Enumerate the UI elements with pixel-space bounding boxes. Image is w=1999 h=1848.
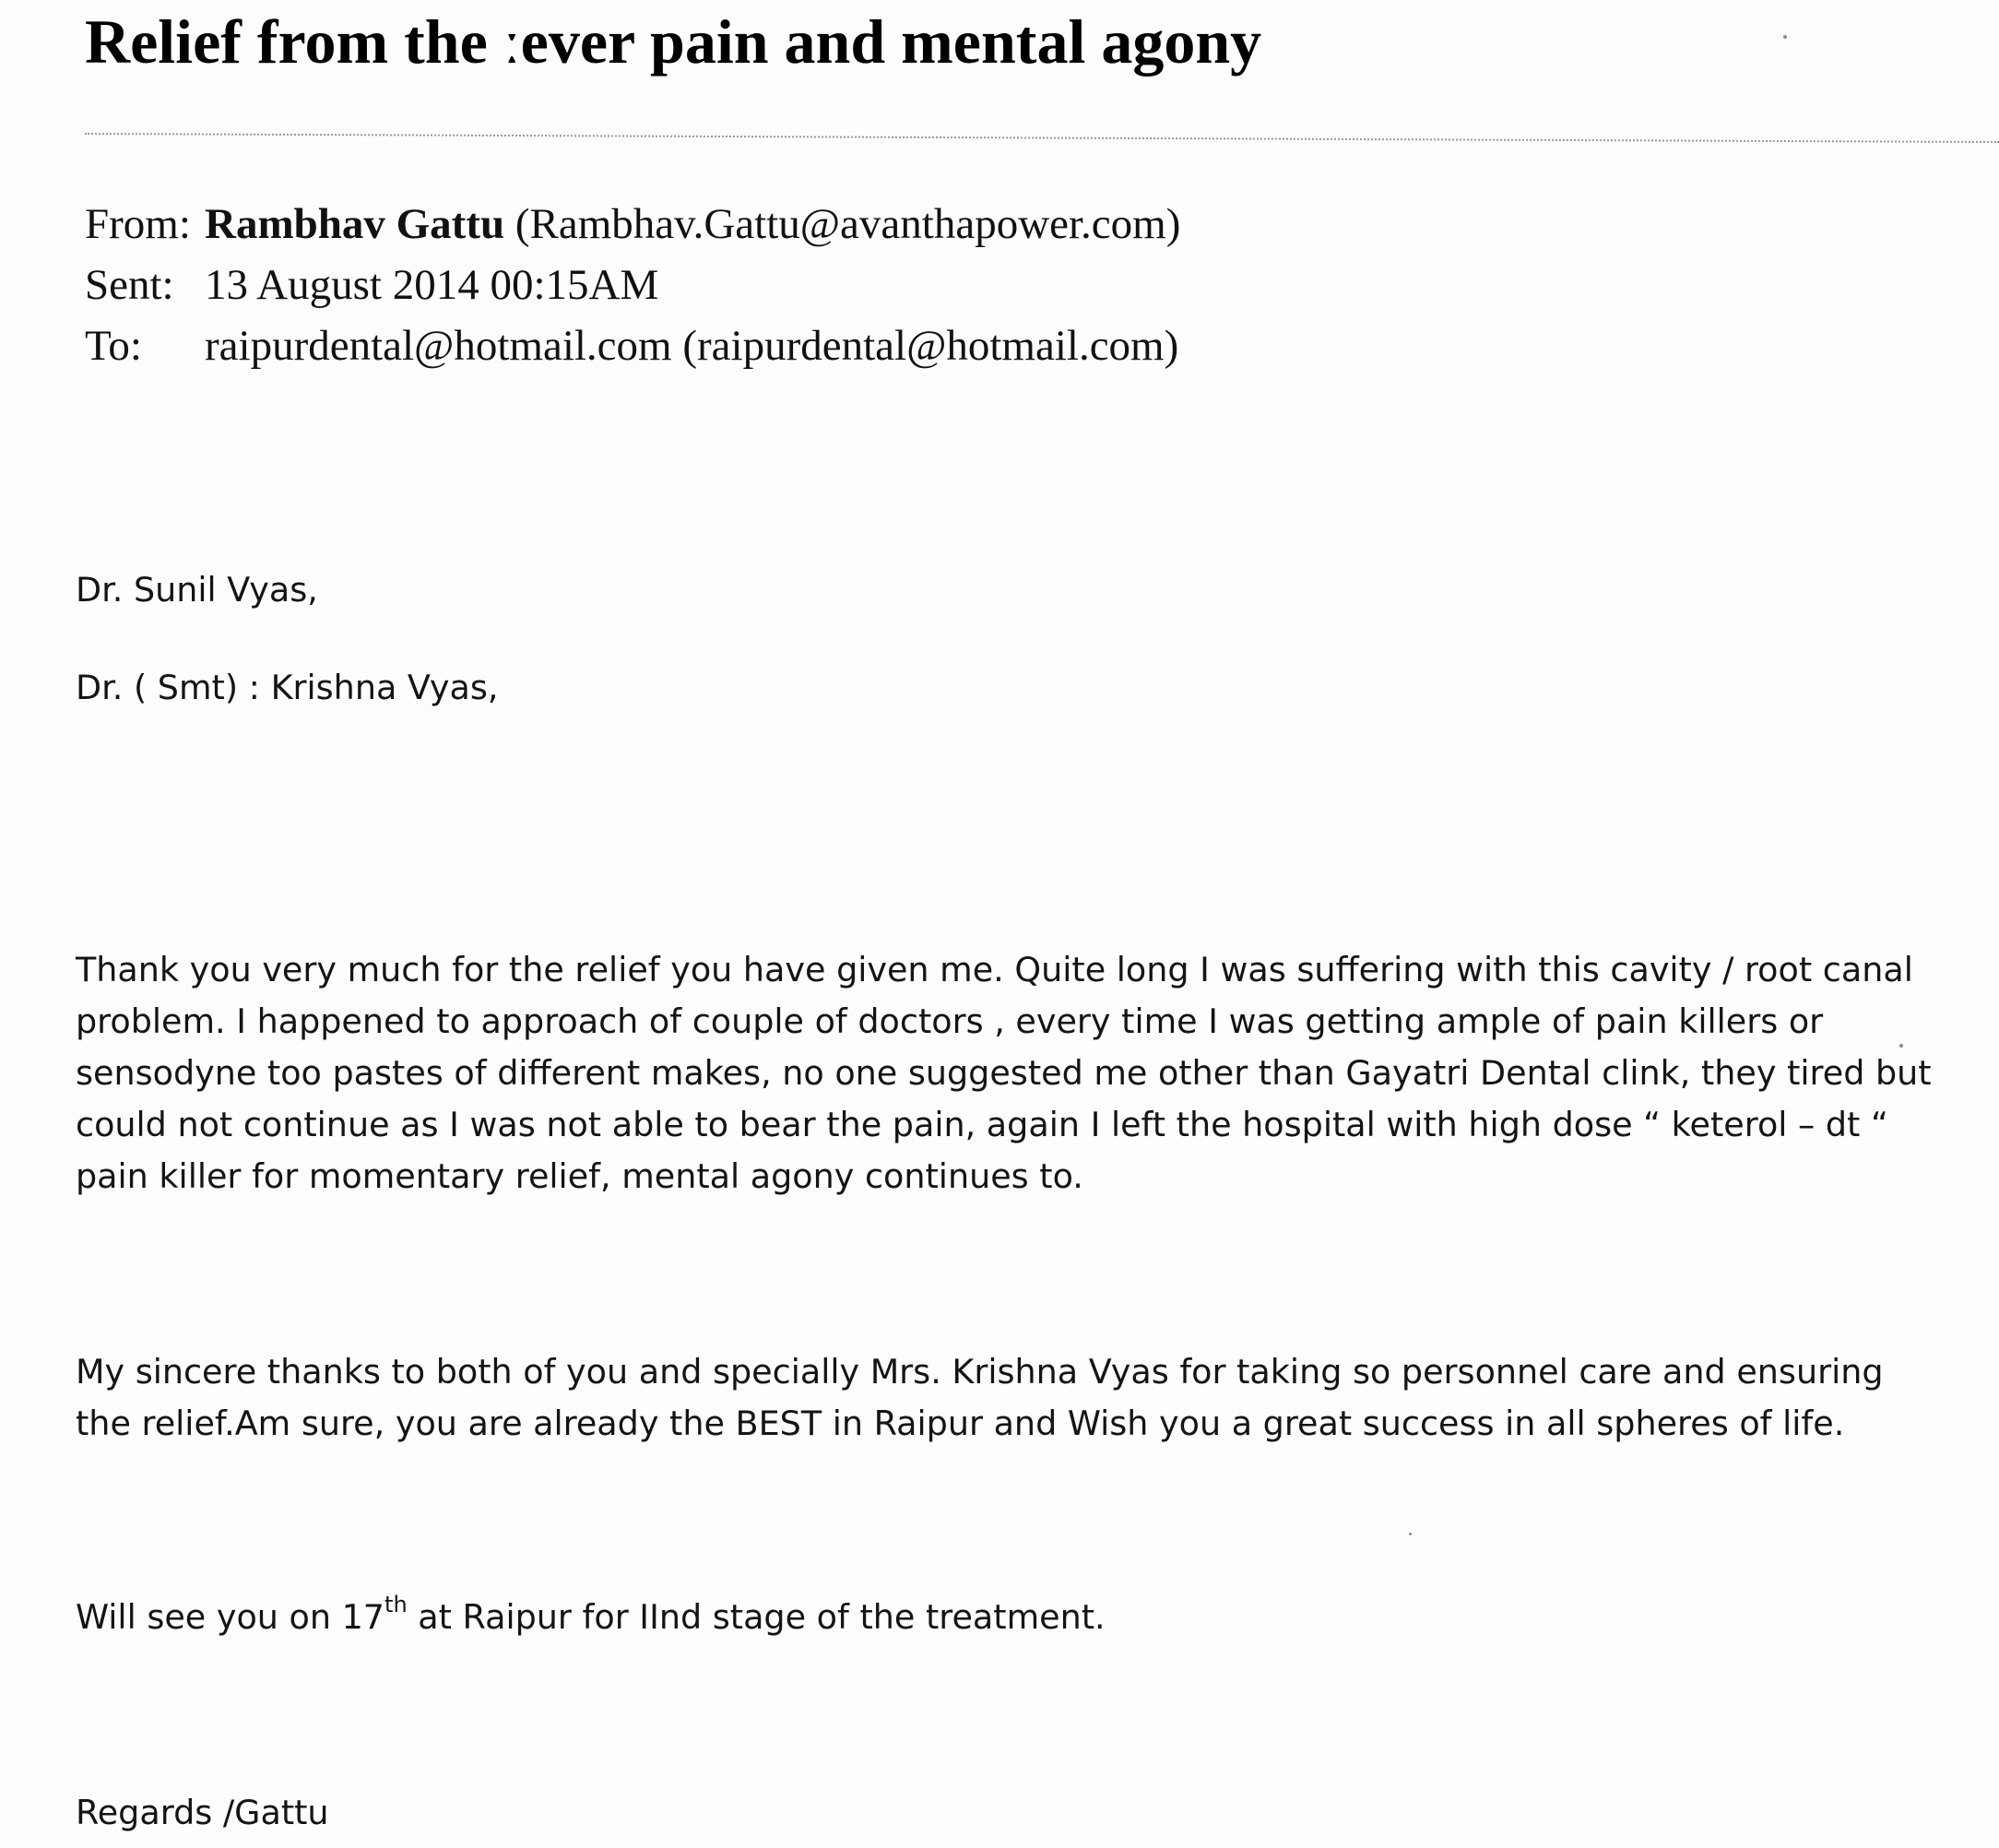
from-label: From: <box>85 200 191 248</box>
to-row <box>85 315 1180 376</box>
next-visit-text: Will see you on 17 <box>76 1597 385 1637</box>
paragraph-line: pain killer for momentary relief, mental agony continues to. <box>76 1156 1083 1196</box>
paragraph-line: Thank you very much for the relief you have given me. Quite long I was suffering with this cavity / root canal <box>76 950 1913 989</box>
paragraph-sincere-thanks <box>76 1346 1884 1450</box>
salutation-line-1: Dr. Sunil Vyas, <box>76 570 318 610</box>
scan-speck <box>1899 1044 1903 1048</box>
paragraph-line: the relief.Am sure, you are already the BEST in Raipur and Wish you a great success in all spheres of life. <box>76 1404 1845 1443</box>
sent-row <box>85 255 1180 315</box>
paragraph-line: problem. I happened to approach of couple of doctors , every time I was getting ample of pain killers or <box>76 1001 1824 1041</box>
paragraph-line: sensodyne too pastes of different makes, no one suggested me other than Gayatri Dental clink, they tired but <box>76 1053 1932 1093</box>
email-header-block <box>85 194 1180 376</box>
sender-address: (Rambhav.Gattu@avanthapower.com) <box>515 200 1181 248</box>
scan-speck <box>1409 1533 1412 1535</box>
from-row <box>85 194 1180 255</box>
to-value: raipurdental@hotmail.com (raipurdental@hotmail.com) <box>205 322 1179 370</box>
subject-divider <box>85 133 1999 143</box>
scan-speck <box>1783 35 1787 39</box>
signoff: Regards /Gattu <box>76 1793 329 1832</box>
paragraph-line: My sincere thanks to both of you and specially Mrs. Krishna Vyas for taking so personnel care and ensuring <box>76 1352 1884 1392</box>
sent-label: Sent: <box>85 261 174 309</box>
sent-value: 13 August 2014 00:15AM <box>205 261 659 309</box>
paragraph-thanks <box>76 944 1932 1202</box>
salutation-line-2: Dr. ( Smt) : Krishna Vyas, <box>76 668 499 707</box>
ordinal-suffix: th <box>384 1592 408 1617</box>
sender-name: Rambhav Gattu <box>205 200 505 248</box>
next-visit-line <box>76 1592 1106 1643</box>
email-subject: Relief from the ːever pain and mental agony <box>85 6 1262 77</box>
next-visit-text-rest: at Raipur for IInd stage of the treatment. <box>407 1597 1106 1637</box>
paragraph-line: could not continue as I was not able to bear the pain, again I left the hospital with high dose “ keterol – dt “ <box>76 1105 1888 1144</box>
from-value <box>205 194 1180 255</box>
to-label: To: <box>85 322 142 370</box>
